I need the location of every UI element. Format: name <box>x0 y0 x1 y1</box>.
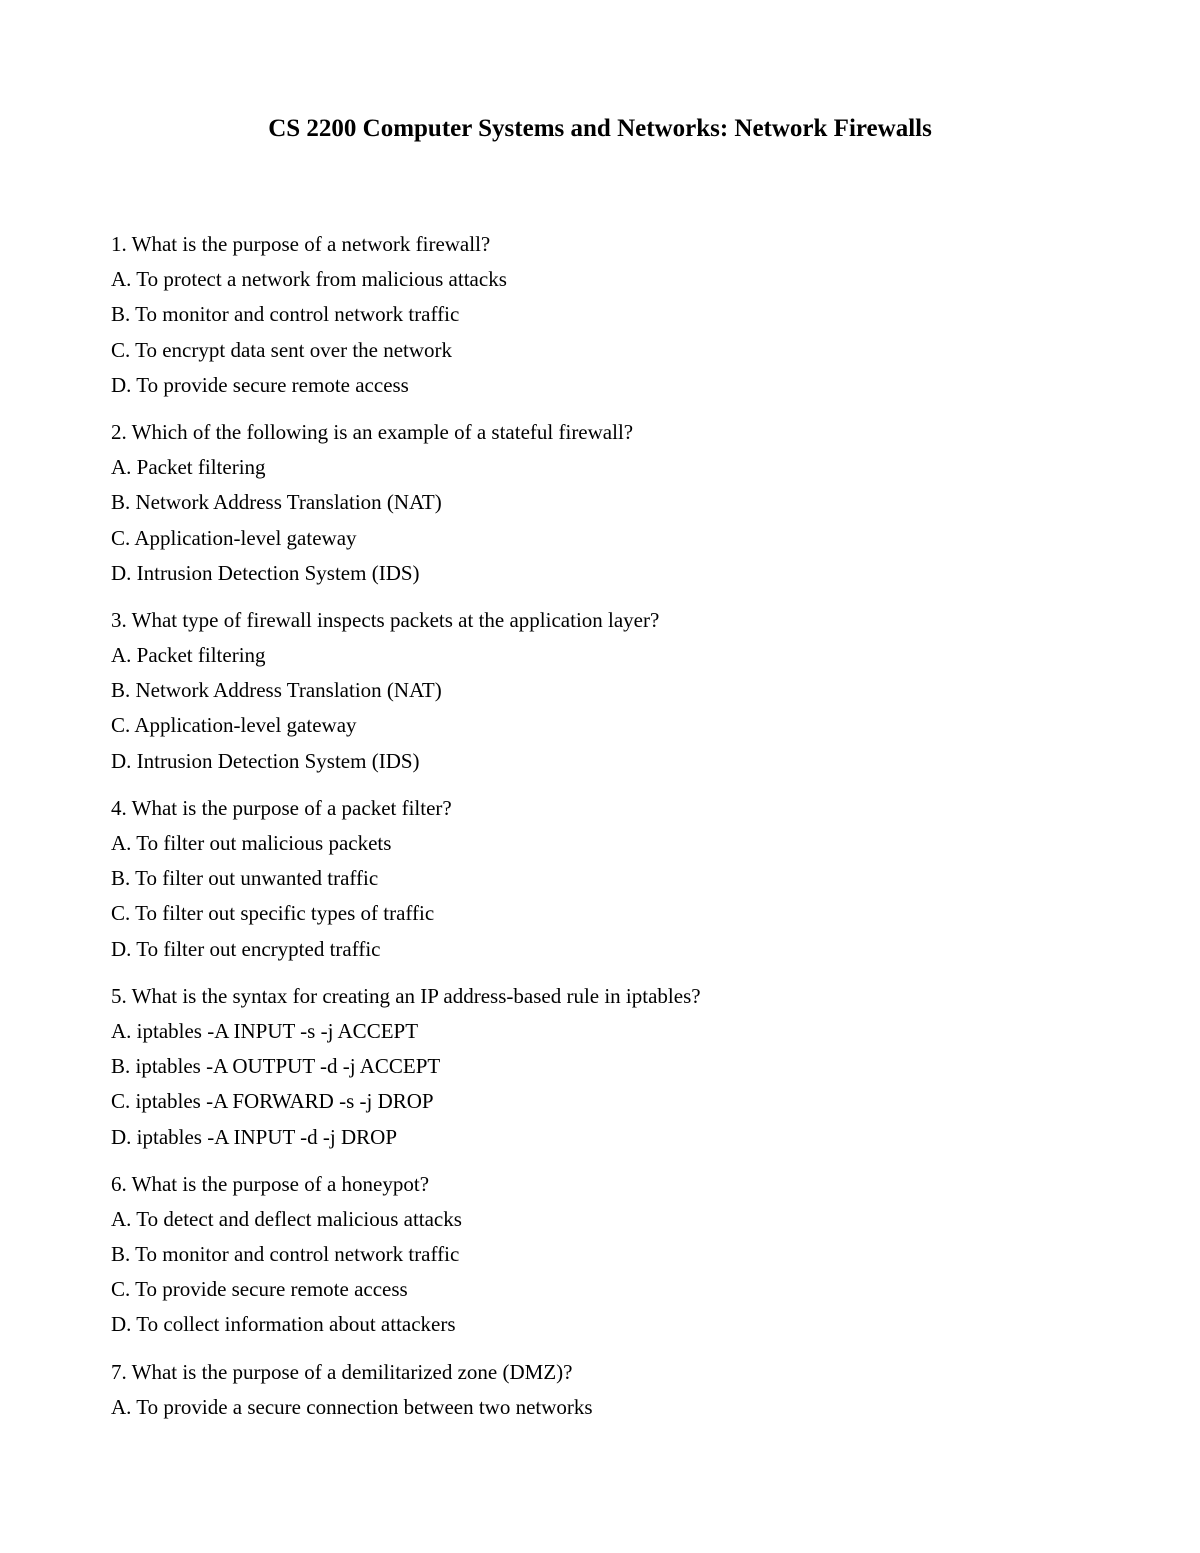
answer-option-a: A. To detect and deflect malicious attacks <box>111 1206 462 1231</box>
question-prompt: 4. What is the purpose of a packet filter? <box>111 795 452 820</box>
answer-option-a: A. To protect a network from malicious attacks <box>111 267 507 292</box>
answer-option-c: C. To provide secure remote access <box>111 1277 408 1302</box>
question-prompt: 7. What is the purpose of a demilitarized zone (DMZ)? <box>111 1359 573 1384</box>
answer-option-a: A. To filter out malicious packets <box>111 831 392 855</box>
answer-option-b: B. To monitor and control network traffic <box>111 302 460 327</box>
question-3 <box>111 603 1111 779</box>
answer-option-d: D. To collect information about attackers <box>111 1312 456 1337</box>
answer-option-b: B. To monitor and control network traffic <box>111 1242 460 1267</box>
question-1 <box>111 227 1111 403</box>
answer-option-a: A. Packet filtering <box>111 455 266 480</box>
question-7 <box>111 1355 1111 1425</box>
question-5 <box>111 979 1111 1155</box>
answer-option-c: C. To filter out specific types of traffic <box>111 901 435 926</box>
question-6 <box>111 1167 1111 1343</box>
answer-option-c: C. Application-level gateway <box>111 525 357 550</box>
answer-option-d: D. Intrusion Detection System (IDS) <box>111 560 420 585</box>
answer-option-a: A. Packet filtering <box>111 643 266 668</box>
document-title: CS 2200 Computer Systems and Networks: Network Firewalls <box>268 115 932 142</box>
answer-option-d: D. Intrusion Detection System (IDS) <box>111 748 420 773</box>
question-2 <box>111 415 1111 591</box>
question-list <box>111 227 1111 1437</box>
question-prompt: 2. Which of the following is an example of a stateful firewall? <box>111 419 634 444</box>
answer-option-a: A. iptables -A INPUT -s -j ACCEPT <box>111 1018 419 1043</box>
question-4 <box>111 791 1111 967</box>
answer-option-d: D. iptables -A INPUT -d -j DROP <box>111 1124 398 1149</box>
answer-option-c: C. iptables -A FORWARD -s -j DROP <box>111 1089 434 1114</box>
answer-option-a: A. To provide a secure connection between two networks <box>111 1394 593 1419</box>
answer-option-b: B. Network Address Translation (NAT) <box>111 490 442 515</box>
question-prompt: 5. What is the syntax for creating an IP address-based rule in iptables? <box>111 983 701 1008</box>
question-prompt: 3. What type of firewall inspects packets at the application layer? <box>111 607 660 632</box>
answer-option-b: B. Network Address Translation (NAT) <box>111 678 442 703</box>
question-prompt: 6. What is the purpose of a honeypot? <box>111 1171 430 1196</box>
question-prompt: 1. What is the purpose of a network firewall? <box>111 232 491 256</box>
answer-option-d: D. To filter out encrypted traffic <box>111 936 381 961</box>
answer-option-d: D. To provide secure remote access <box>111 372 409 397</box>
answer-option-b: B. To filter out unwanted traffic <box>111 866 379 891</box>
answer-option-c: C. To encrypt data sent over the network <box>111 337 453 362</box>
answer-option-b: B. iptables -A OUTPUT -d -j ACCEPT <box>111 1054 441 1079</box>
answer-option-c: C. Application-level gateway <box>111 713 357 738</box>
